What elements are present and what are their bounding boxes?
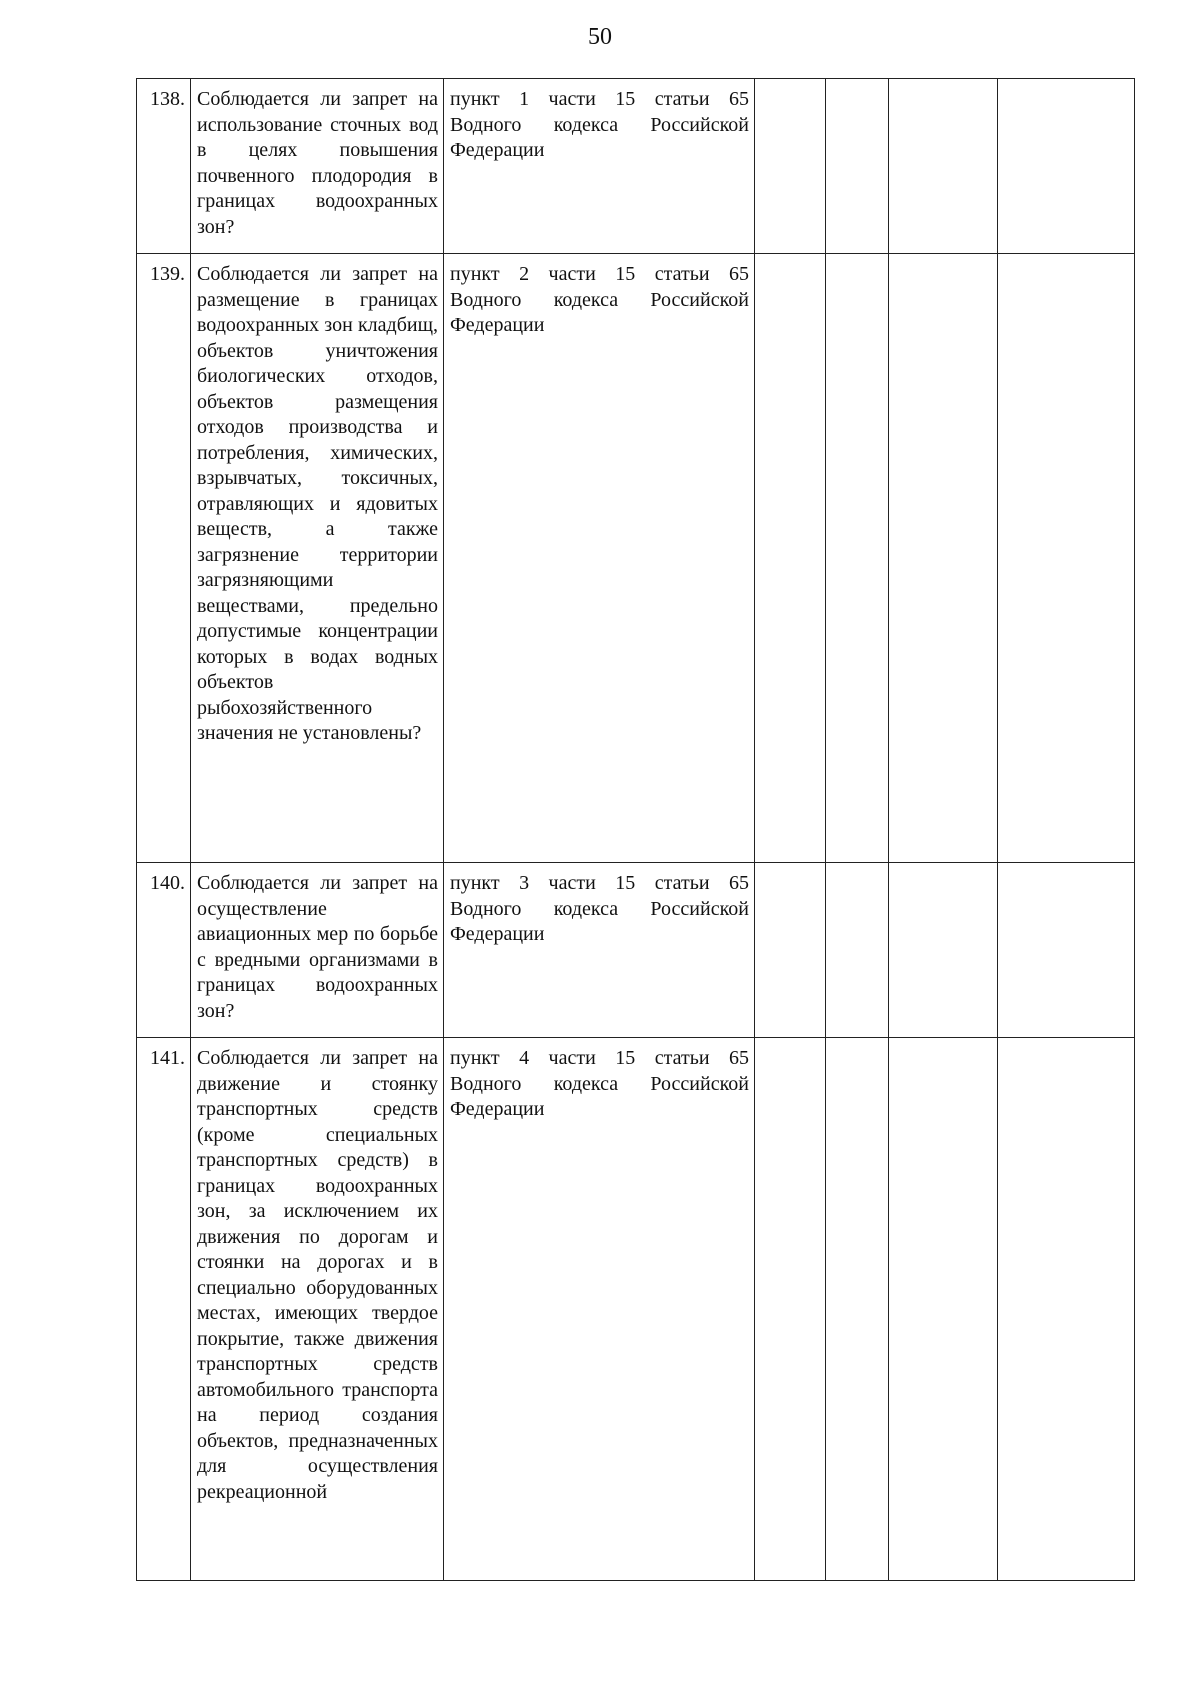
item-number: 141. bbox=[137, 1038, 191, 1581]
table-row bbox=[137, 254, 1135, 863]
table-row bbox=[137, 1038, 1135, 1581]
table-row bbox=[137, 79, 1135, 254]
note-cell[interactable] bbox=[998, 79, 1135, 254]
requirement-question: Соблюдается ли запрет на размещение в границах водоохранных зон кладбищ, объектов уничтожения биологических отходов, объектов размещения отходов производства и потребления, химических, взрывчатых, токсичных, отравляющих и ядовитых веществ, а также загрязнение территории загрязняющими веществами, предельно допустимые концентрации которых в водах водных объектов рыбохозяйственного значения не установлены? bbox=[191, 254, 444, 863]
page-number: 50 bbox=[588, 24, 612, 50]
note-cell[interactable] bbox=[998, 863, 1135, 1038]
answer-cell[interactable] bbox=[755, 1038, 826, 1581]
answer-cell[interactable] bbox=[889, 863, 998, 1038]
requirement-question: Соблюдается ли запрет на использование сточных вод в целях повышения почвенного плодородия в границах водоохранных зон? bbox=[191, 79, 444, 254]
item-number: 138. bbox=[137, 79, 191, 254]
legal-reference: пункт 1 части 15 статьи 65 Водного кодекса Российской Федерации bbox=[444, 79, 755, 254]
answer-cell[interactable] bbox=[826, 254, 889, 863]
legal-reference: пункт 2 части 15 статьи 65 Водного кодекса Российской Федерации bbox=[444, 254, 755, 863]
answer-cell[interactable] bbox=[826, 1038, 889, 1581]
note-cell[interactable] bbox=[998, 1038, 1135, 1581]
answer-cell[interactable] bbox=[755, 254, 826, 863]
answer-cell[interactable] bbox=[826, 863, 889, 1038]
answer-cell[interactable] bbox=[889, 79, 998, 254]
note-cell[interactable] bbox=[998, 254, 1135, 863]
answer-cell[interactable] bbox=[826, 79, 889, 254]
item-number: 139. bbox=[137, 254, 191, 863]
table-row bbox=[137, 863, 1135, 1038]
legal-reference: пункт 3 части 15 статьи 65 Водного кодекса Российской Федерации bbox=[444, 863, 755, 1038]
answer-cell[interactable] bbox=[755, 863, 826, 1038]
checklist-table bbox=[136, 78, 1135, 1581]
item-number: 140. bbox=[137, 863, 191, 1038]
answer-cell[interactable] bbox=[889, 1038, 998, 1581]
answer-cell[interactable] bbox=[755, 79, 826, 254]
legal-reference: пункт 4 части 15 статьи 65 Водного кодекса Российской Федерации bbox=[444, 1038, 755, 1581]
answer-cell[interactable] bbox=[889, 254, 998, 863]
requirement-question: Соблюдается ли запрет на осуществление авиационных мер по борьбе с вредными организмами в границах водоохранных зон? bbox=[191, 863, 444, 1038]
requirement-question: Соблюдается ли запрет на движение и стоянку транспортных средств (кроме специальных транспортных средств) в границах водоохранных зон, за исключением их движения по дорогам и стоянки на дорогах и в специально оборудованных местах, имеющих твердое покрытие, также движения транспортных средств автомобильного транспорта на период создания объектов, предназначенных для осуществления рекреационной bbox=[191, 1038, 444, 1581]
